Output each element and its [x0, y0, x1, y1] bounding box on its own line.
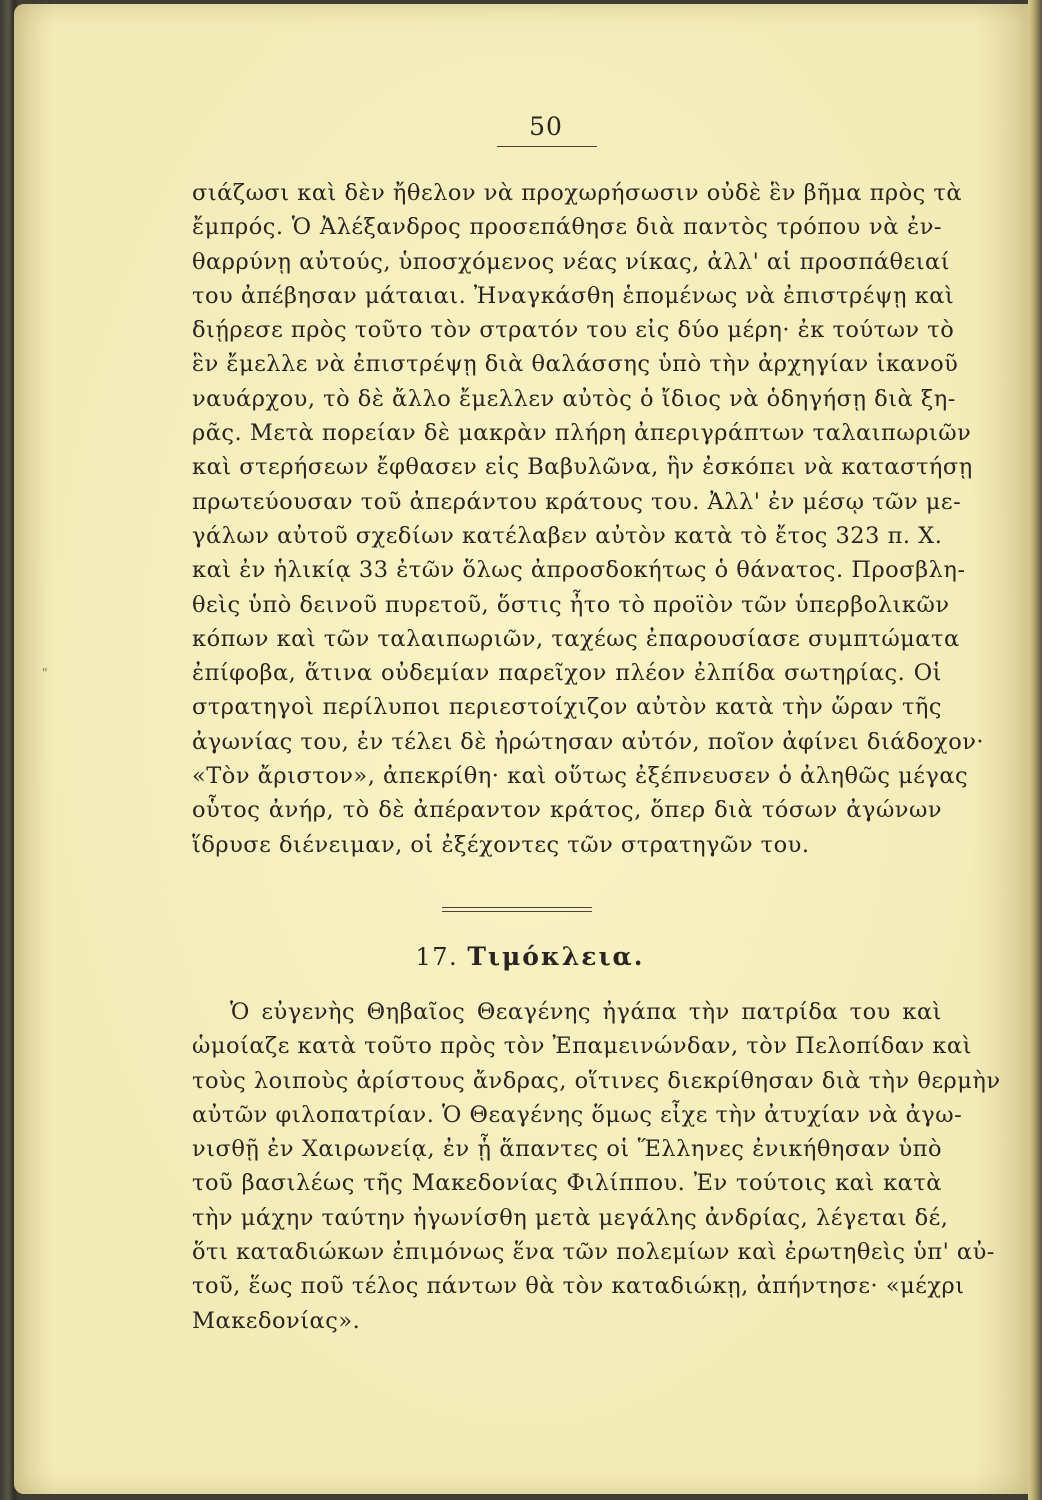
text-line: ἵδρυσε διένειμαν, οἱ ἐξέχοντες τῶν στρατηγῶν του.	[192, 831, 810, 858]
text-line: αὐτῶν φιλοπατρίαν. Ὁ Θεαγένης ὅμως εἶχε τὴν ἀτυχίαν νὰ ἀγω-	[192, 1101, 963, 1128]
text-line: θεὶς ὑπὸ δεινοῦ πυρετοῦ, ὅστις ἦτο τὸ προϊὸν τῶν ὑπερβολικῶν	[192, 591, 950, 618]
text-line: καὶ στερήσεων ἔφθασεν εἰς Βαβυλῶνα, ἣν ἐσκόπει νὰ καταστήσῃ	[192, 454, 973, 481]
section-heading	[380, 942, 680, 971]
paragraph-alexander	[192, 176, 985, 862]
section-divider	[442, 907, 592, 912]
section-number: 17.	[415, 943, 459, 971]
text-line: ἀγωνίας του, ἐν τέλει δὲ ἠρώτησαν αὐτόν, ποῖον ἀφίνει διάδοχον·	[192, 728, 985, 755]
page-number-rule	[497, 146, 597, 147]
text-line: νισθῇ ἐν Χαιρωνείᾳ, ἐν ᾗ ἅπαντες οἱ Ἕλληνες ἐνικήθησαν ὑπὸ	[192, 1136, 942, 1163]
text-line: τοῦ βασιλέως τῆς Μακεδονίας Φιλίππου. Ἐν τούτοις καὶ κατὰ	[192, 1170, 942, 1197]
page-number: 50	[529, 112, 563, 141]
text-line: «Τὸν ἄριστον», ἀπεκρίθη· καὶ οὕτως ἐξέπνευσεν ὁ ἀληθῶς μέγας	[192, 763, 969, 790]
text-line: καὶ ἐν ἡλικίᾳ 33 ἐτῶν ὅλως ἀπροσδοκήτως ὁ θάνατος. Προσβλη-	[192, 557, 966, 584]
text-line: ὡμοίαζε κατὰ τοῦτο πρὸς τὸν Ἐπαμεινώνδαν, τὸν Πελοπίδαν καὶ	[192, 1033, 972, 1060]
text-line: κόπων καὶ τῶν ταλαιπωριῶν, ταχέως ἐπαρουσίασε συμπτώματα	[192, 625, 960, 652]
text-line: σιάζωσι καὶ δὲν ἤθελον νὰ προχωρήσωσιν οὐδὲ ἓν βῆμα πρὸς τὰ	[192, 180, 963, 206]
text-line: οὗτος ἀνήρ, τὸ δὲ ἀπέραντον κράτος, ὅπερ διὰ τόσων ἀγώνων	[192, 797, 942, 824]
text-line: ἐπίφοβα, ἅτινα οὐδεμίαν παρεῖχον πλέον ἐλπίδα σωτηρίας. Οἱ	[192, 660, 942, 687]
text-line: ρᾶς. Μετὰ πορείαν δὲ μακρὰν πλήρη ἀπεριγράπτων ταλαιπωριῶν	[192, 420, 972, 447]
text-line: θαρρύνῃ αὐτούς, ὑποσχόμενος νέας νίκας, ἀλλ' αἱ προσπάθειαί	[192, 248, 951, 275]
text-line: τοῦ, ἕως ποῦ τέλος πάντων θὰ τὸν καταδιώκῃ, ἀπήντησε· «μέχρι	[192, 1273, 965, 1300]
text-line: γάλων αὐτοῦ σχεδίων κατέλαβεν αὐτὸν κατὰ τὸ ἔτος 323 π. Χ.	[192, 522, 943, 549]
text-line: ἔμπρός. Ὁ Ἀλέξανδρος προσεπάθησε διὰ παντὸς τρόπου νὰ ἐν-	[192, 214, 942, 241]
text-line: ὅτι καταδιώκων ἐπιμόνως ἕνα τῶν πολεμίων καὶ ἐρωτηθεὶς ὑπ' αὐ-	[192, 1239, 995, 1266]
text-line: ναυάρχου, τὸ δὲ ἄλλο ἔμελλεν αὐτὸς ὁ ἴδιος νὰ ὁδηγήσῃ διὰ ξη-	[192, 385, 956, 412]
text-line: του ἀπέβησαν μάταιαι. Ἠναγκάσθη ἑπομένως νὰ ἐπιστρέψῃ καὶ	[192, 282, 955, 309]
paragraph-timokleia	[192, 995, 1001, 1338]
page-edge	[1028, 0, 1042, 1500]
text-line: πρωτεύουσαν τοῦ ἀπεράντου κράτους του. Ἀλλ' ἐν μέσῳ τῶν με-	[192, 488, 962, 515]
text-line: Μακεδονίας».	[192, 1307, 361, 1334]
text-line: τὴν μάχην ταύτην ἠγωνίσθη μετὰ μεγάλης ἀνδρίας, λέγεται δέ,	[192, 1204, 949, 1231]
text-line: διῄρεσε πρὸς τοῦτο τὸν στρατόν του εἰς δύο μέρη· ἐκ τούτων τὸ	[192, 317, 955, 344]
text-line: στρατηγοὶ περίλυποι περιεστοίχιζον αὐτὸν κατὰ τὴν ὥραν τῆς	[192, 694, 942, 721]
text-line: Ὁ εὐγενὴς Θηβαῖος Θεαγένης ἠγάπα τὴν πατρίδα του καὶ	[230, 999, 942, 1025]
text-line: τοὺς λοιποὺς ἀρίστους ἄνδρας, οἵτινες διεκρίθησαν διὰ τὴν θερμὴν	[192, 1067, 1001, 1094]
text-line: ἓν ἔμελλε νὰ ἐπιστρέψῃ διὰ θαλάσσης ὑπὸ τὴν ἀρχηγίαν ἱκανοῦ	[192, 351, 959, 378]
section-title: Τιμόκλεια.	[467, 942, 645, 971]
margin-mark: "	[42, 666, 48, 680]
